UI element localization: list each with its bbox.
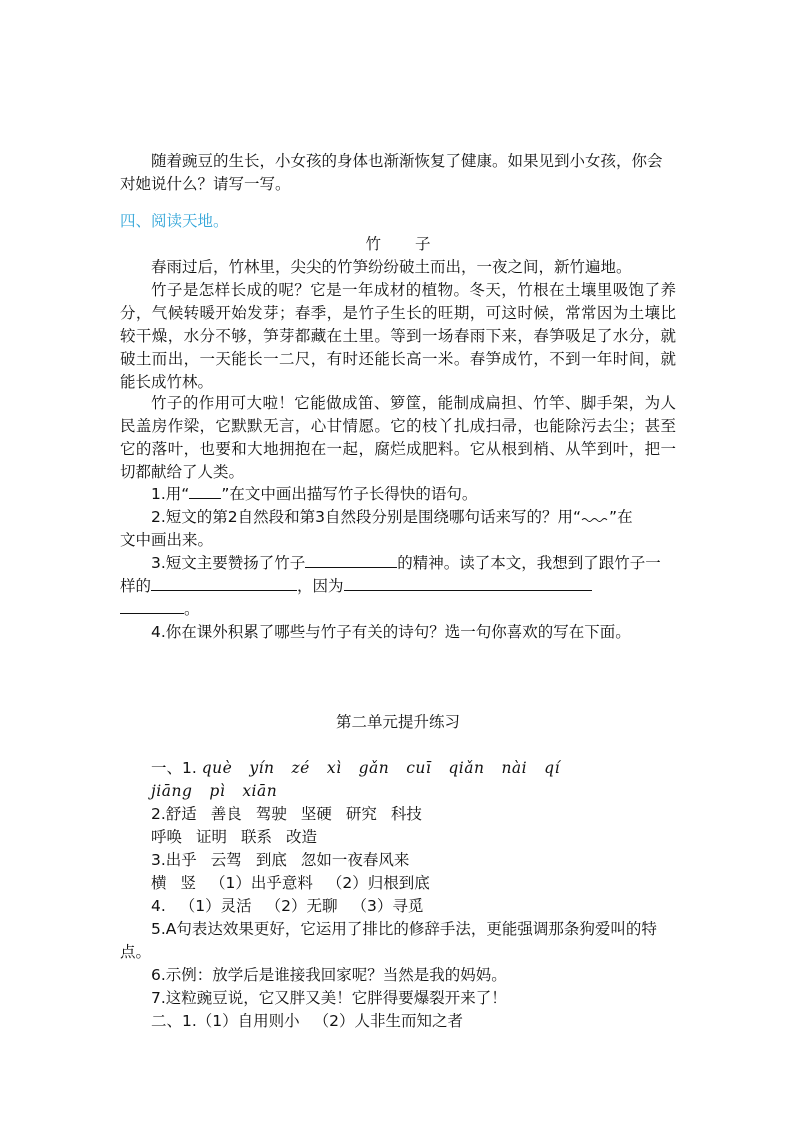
answer-3-line-1: [120, 849, 676, 872]
question-3-text-e: 。: [184, 600, 200, 618]
answer-2-line-2: [120, 826, 676, 849]
answer-word: 科技: [390, 805, 422, 823]
answer-word: （2）无聊: [265, 897, 338, 915]
question-2-line-2: 文中画出来。: [120, 531, 214, 549]
pinyin-item: xì: [326, 759, 342, 777]
section-heading-reading: 四、阅读天地。: [120, 212, 229, 230]
pinyin-list-1: [202, 759, 577, 777]
pinyin-item: pì: [209, 782, 226, 800]
question-3-text-c: 样的: [120, 577, 152, 595]
question-3-text-b: 的精神。读了本文，我想到了跟竹子一: [397, 554, 661, 572]
question-3: [120, 552, 676, 575]
answer-word: （3）寻觅: [351, 897, 424, 915]
answer-word: 3.出乎: [151, 851, 197, 869]
pinyin-item: cuī: [406, 759, 432, 777]
pinyin-item: zé: [291, 759, 310, 777]
answer-7: 7.这粒豌豆说，它又胖又美！它胖得要爆裂开来了！: [151, 989, 507, 1007]
answer-section-2-1: [120, 1010, 676, 1033]
answer-word: 二、1.（1）自用则小: [151, 1012, 300, 1030]
answer-word: 坚硬: [300, 805, 332, 823]
answer-word: 4.: [151, 897, 166, 915]
answer-word: 善良: [210, 805, 242, 823]
question-2: [120, 506, 676, 529]
pinyin-item: què: [201, 759, 233, 777]
answer-2-line-1: [120, 803, 676, 826]
answer-word: 改造: [286, 828, 318, 846]
question-3-text-a: 3.短文主要赞扬了竹子: [151, 554, 306, 572]
answer-word: （2）人非生而知之者: [313, 1012, 464, 1030]
answer-word: 驾驶: [255, 805, 287, 823]
answer-word: 2.舒适: [151, 805, 197, 823]
pinyin-item: qiǎn: [448, 759, 485, 777]
answer-1-pinyin-row-1: [120, 757, 676, 780]
title-char-1: 竹: [365, 235, 381, 253]
answer-blank-reason-cont[interactable]: [120, 599, 184, 614]
article-paragraph-2: 竹子是怎样长成的呢？它是一年成材的植物。冬天，竹根在土壤里吸饱了养分，气候转暖开始发芽；春季，是竹子生长的旺期，可这时候，常常因为土壤比较干燥，水分不够，笋芽都藏在土里。等到一场春雨下来，春笋吸足了水分，就破土而出，一天能长一二尺，有时还能长高一米。春笋成竹，不到一年时间，就能长成竹林。: [120, 281, 676, 391]
answer-word: 证明: [196, 828, 228, 846]
wavy-line-sample: [581, 510, 609, 522]
answer-3-line-2: [120, 872, 676, 895]
answer-6: 6.示例：放学后是谁接我回家呢？当然是我的妈妈。: [151, 966, 507, 984]
answer-word: 忽如一夜春风来: [300, 851, 410, 869]
answer-5-line-2: 点。: [120, 943, 152, 961]
question-4: 4.你在课外积累了哪些与竹子有关的诗句？选一句你喜欢的写在下面。: [151, 623, 631, 641]
answer-5-line-1: 5.A句表达效果更好，它运用了排比的修辞手法，更能强调那条狗爱叫的特: [151, 920, 657, 938]
answer-word: （1）灵活: [179, 897, 252, 915]
reflection-line-1: 随着豌豆的生长，小女孩的身体也渐渐恢复了健康。如果见到小女孩，你会: [151, 152, 663, 170]
pinyin-item: yín: [249, 759, 275, 777]
answer-word: 联系: [241, 828, 273, 846]
answer-word: 呼唤: [151, 828, 183, 846]
answer-word: 竖: [180, 874, 197, 892]
answer-word: 横: [151, 874, 167, 892]
title-char-2: 子: [415, 235, 431, 253]
answer-key-title: 第二单元提升练习: [335, 713, 460, 731]
pinyin-item: qí: [544, 759, 561, 777]
article-paragraph-3: 竹子的作用可大啦！它能做成笛、箩筐，能制成扁担、竹竿、脚手架，为人民盖房作梁，它默默无言，心甘情愿。它的枝丫扎成扫帚，也能除污去尘；甚至它的落叶，也要和大地拥抱在一起，腐烂成肥料。它从根到梢、从竿到叶，把一切都献给了人类。: [120, 394, 676, 481]
reflection-line-2: 对她说什么？请写一写。: [120, 175, 291, 193]
article-paragraph-1: 春雨过后，竹林里，尖尖的竹笋纷纷破土而出，一夜之间，新竹遍地。: [151, 258, 632, 276]
pinyin-item: jiāng: [151, 782, 193, 800]
answer-1-prefix: 一、1.: [151, 759, 197, 777]
pinyin-item: nài: [501, 759, 528, 777]
answer-word: （2）归根到底: [326, 874, 430, 892]
question-3-text-d: ，因为: [297, 577, 344, 595]
answer-blank-reason[interactable]: [344, 576, 592, 591]
question-3-line-2: [120, 575, 676, 598]
underline-sample: [189, 484, 221, 499]
answer-word: （1）出乎意料: [210, 874, 313, 892]
answer-1-pinyin-row-2: [120, 780, 676, 803]
answer-word: 研究: [345, 805, 377, 823]
answer-word: 到底: [255, 851, 287, 869]
answer-word: 云驾: [210, 851, 242, 869]
question-3-line-3: [120, 598, 676, 621]
question-2-text-b: ”在: [609, 508, 633, 526]
answer-blank-spirit[interactable]: [305, 553, 397, 568]
question-1-text-b: ”在文中画出描写竹子长得快的语句。: [221, 485, 478, 503]
answer-blank-person[interactable]: [151, 576, 297, 591]
pinyin-item: gǎn: [358, 759, 390, 777]
article-title: [120, 233, 676, 256]
pinyin-item: xiān: [242, 782, 278, 800]
answer-4: [120, 895, 676, 918]
question-1: [120, 483, 676, 506]
question-2-text-a: 2.短文的第2自然段和第3自然段分别是围绕哪句话来写的？用“: [151, 508, 582, 526]
question-1-text-a: 1.用“: [151, 485, 190, 503]
